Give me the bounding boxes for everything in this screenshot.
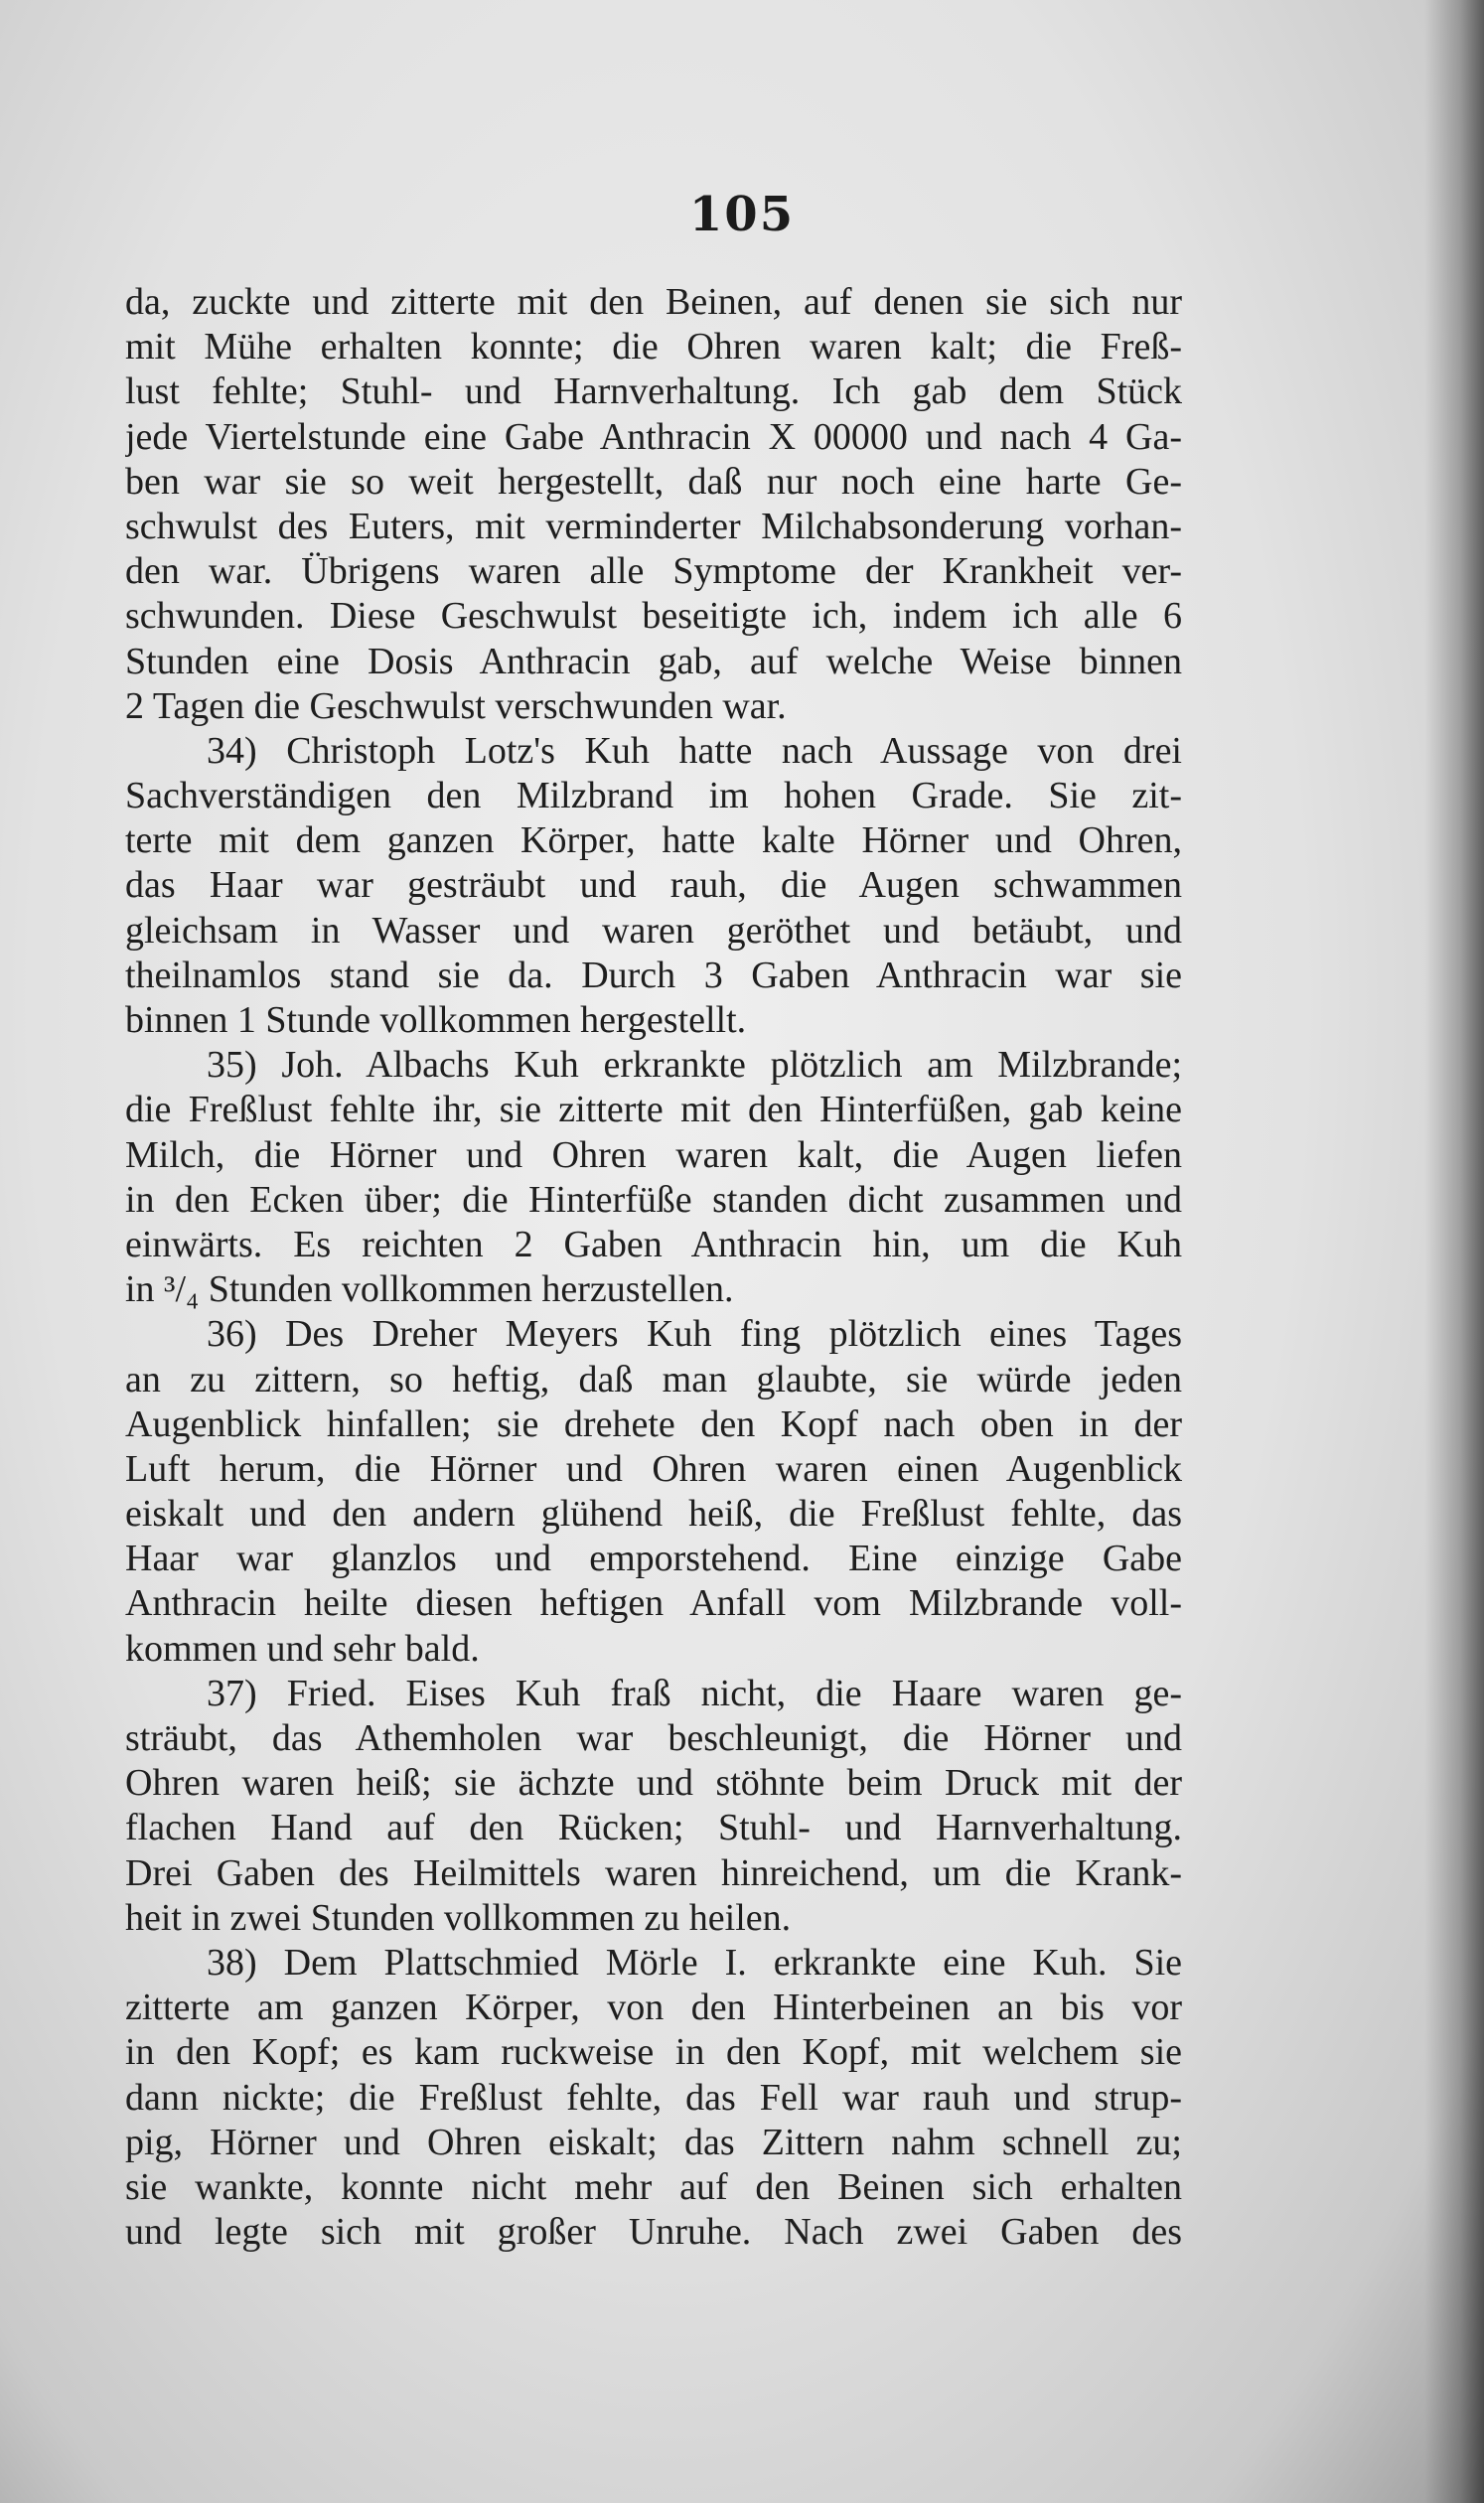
text-line: dann nickte; die Freßlust fehlte, das Fell war rauh und strup-: [125, 2076, 1182, 2119]
page-edge-shadow: [1424, 0, 1484, 2503]
text-line: 37) Fried. Eises Kuh fraß nicht, die Haare waren ge-: [207, 1672, 1182, 1714]
text-line: ben war sie so weit hergestellt, daß nur noch eine harte Ge-: [125, 460, 1182, 503]
text-line: theilnamlos stand sie da. Durch 3 Gaben Anthracin war sie: [125, 954, 1182, 996]
text-line: 38) Dem Plattschmied Mörle I. erkrankte eine Kuh. Sie: [207, 1941, 1182, 1984]
text-line: 2 Tagen die Geschwulst verschwunden war.: [125, 684, 787, 727]
text-line: 35) Joh. Albachs Kuh erkrankte plötzlich am Milzbrande;: [207, 1044, 1182, 1087]
body-text: [125, 280, 1182, 2255]
text-line: in den Kopf; es kam ruckweise in den Kopf, mit welchem sie: [125, 2031, 1182, 2074]
text-line: Augenblick hinfallen; sie drehete den Kopf nach oben in der: [125, 1402, 1182, 1445]
page-number: 105: [688, 187, 796, 242]
text-line: sträubt, das Athemholen war beschleunigt, die Hörner und: [125, 1717, 1182, 1759]
text-line: terte mit dem ganzen Körper, hatte kalte Hörner und Ohren,: [125, 819, 1182, 862]
text-line: schwunden. Diese Geschwulst beseitigte ich, indem ich alle 6: [125, 595, 1182, 638]
text-line: 36) Des Dreher Meyers Kuh fing plötzlich eines Tages: [207, 1313, 1182, 1356]
text-line: da, zuckte und zitterte mit den Beinen, auf denen sie sich nur: [125, 281, 1182, 323]
text-line: pig, Hörner und Ohren eiskalt; das Zittern nahm schnell zu;: [125, 2121, 1182, 2163]
text-line: an zu zittern, so heftig, daß man glaubte, sie würde jeden: [125, 1358, 1182, 1400]
text-line: Sachverständigen den Milzbrand im hohen Grade. Sie zit-: [125, 775, 1182, 817]
text-line: 34) Christoph Lotz's Kuh hatte nach Aussage von drei: [207, 729, 1182, 772]
text-line: gleichsam in Wasser und waren geröthet und betäubt, und: [125, 909, 1182, 952]
text-line: einwärts. Es reichten 2 Gaben Anthracin hin, um die Kuh: [125, 1223, 1182, 1265]
text-line: flachen Hand auf den Rücken; Stuhl- und Harnverhaltung.: [125, 1807, 1182, 1849]
text-line: den war. Übrigens waren alle Symptome der Krankheit ver-: [125, 550, 1182, 593]
text-line: mit Mühe erhalten konnte; die Ohren waren kalt; die Freß-: [125, 326, 1182, 368]
text-line: Stunden eine Dosis Anthracin gab, auf welche Weise binnen: [125, 640, 1182, 682]
text-line: binnen 1 Stunde vollkommen hergestellt.: [125, 999, 747, 1041]
text-line: das Haar war gesträubt und rauh, die Augen schwammen: [125, 864, 1182, 907]
text-line: in den Ecken über; die Hinterfüße standen dicht zusammen und: [125, 1178, 1182, 1221]
text-line: Ohren waren heiß; sie ächzte und stöhnte beim Druck mit der: [125, 1762, 1182, 1805]
text-line: schwulst des Euters, mit verminderter Milchabsonderung vorhan-: [125, 505, 1182, 547]
text-line: eiskalt und den andern glühend heiß, die Freßlust fehlte, das: [125, 1493, 1182, 1536]
text-line: jede Viertelstunde eine Gabe Anthracin X 00000 und nach 4 Ga-: [125, 415, 1182, 458]
text-line: Haar war glanzlos und emporstehend. Eine einzige Gabe: [125, 1538, 1182, 1580]
text-line: zitterte am ganzen Körper, von den Hinterbeinen an bis vor: [125, 1987, 1182, 2029]
text-line: die Freßlust fehlte ihr, sie zitterte mit den Hinterfüßen, gab keine: [125, 1089, 1182, 1131]
text-line: lust fehlte; Stuhl- und Harnverhaltung. Ich gab dem Stück: [125, 370, 1182, 413]
text-line: Milch, die Hörner und Ohren waren kalt, die Augen liefen: [125, 1133, 1182, 1176]
text-line: sie wankte, konnte nicht mehr auf den Beinen sich erhalten: [125, 2165, 1182, 2208]
text-line: Luft herum, die Hörner und Ohren waren einen Augenblick: [125, 1447, 1182, 1490]
text-line: kommen und sehr bald.: [125, 1627, 480, 1670]
text-line: in ³/₄ Stunden vollkommen herzustellen.: [125, 1268, 734, 1311]
text-line: Anthracin heilte diesen heftigen Anfall vom Milzbrande voll-: [125, 1582, 1182, 1625]
text-line: Drei Gaben des Heilmittels waren hinreichend, um die Krank-: [125, 1851, 1182, 1894]
text-line: und legte sich mit großer Unruhe. Nach zwei Gaben des: [125, 2211, 1182, 2254]
text-line: heit in zwei Stunden vollkommen zu heilen.: [125, 1896, 792, 1939]
